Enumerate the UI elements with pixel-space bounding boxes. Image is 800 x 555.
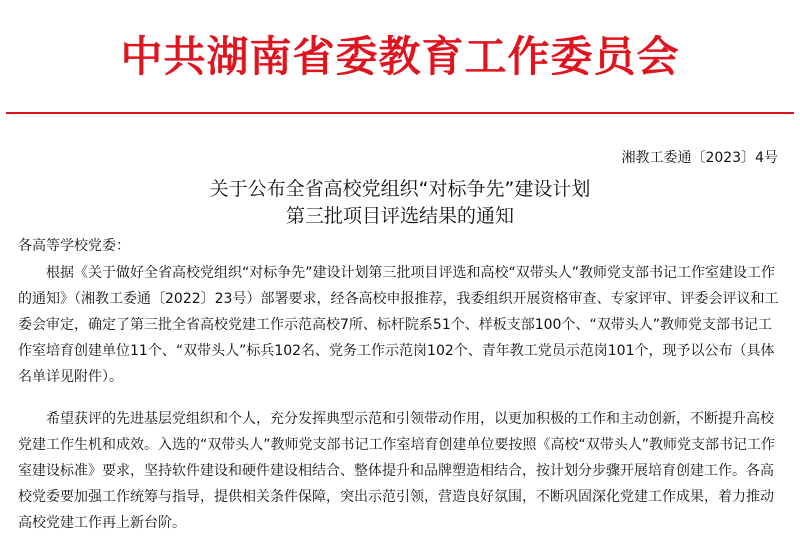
notice-title-line-2: 第三批项目评选结果的通知 — [285, 205, 514, 227]
body-paragraph-2: 希望获评的先进基层党组织和个人，充分发挥典型示范和引领带动作用，以更加积极的工作和主动创新，不断提升高校党建工作生机和成效。入选的“双带头人”教师党支部书记工作室培育创建单位要按照《高校“双带头人”教师党支部书记工作室建设标准》要求，坚持软件建设和硬件建设相结合、整体提升和品牌塑造相结合，按计划分步骤开展培育创建工作。各高校党委要加强工作统筹与指导，提供相关条件保障，突出示范引领，营造良好氛围，不断巩固深化党建工作成果，着力推动高校党建工作再上新台阶。 — [18, 411, 776, 531]
masthead-red-rule — [6, 112, 794, 114]
masthead-title: 中共湖南省委教育工作委员会 — [120, 32, 680, 81]
body-paragraph-1: 根据《关于做好全省高校党组织“对标争先”建设计划第三批项目评选和高校“双带头人”教师党支部书记工作室建设工作的通知》（湘教工委通〔2022〕23号）部署要求，经各高校申报推荐，我委组织开展资格审查、专家评审、评委会评议和工委会审定，确定了第三批全省高校党建工作示范高校7所、标杆院系51个、样板支部100个、“双带头人”教师党支部书记工作室培育创建单位11个、“双带头人”标兵102名、党务工作示范岗102个、青年教工党员示范岗101个，现予以公布（具体名单详见附件）。 — [18, 265, 779, 385]
notice-title-line-1: 关于公布全省高校党组织“对标争先”建设计划 — [209, 178, 591, 200]
document-number: 湘教工委通〔2023〕4号 — [621, 150, 778, 166]
salutation: 各高等学校党委： — [18, 238, 130, 254]
